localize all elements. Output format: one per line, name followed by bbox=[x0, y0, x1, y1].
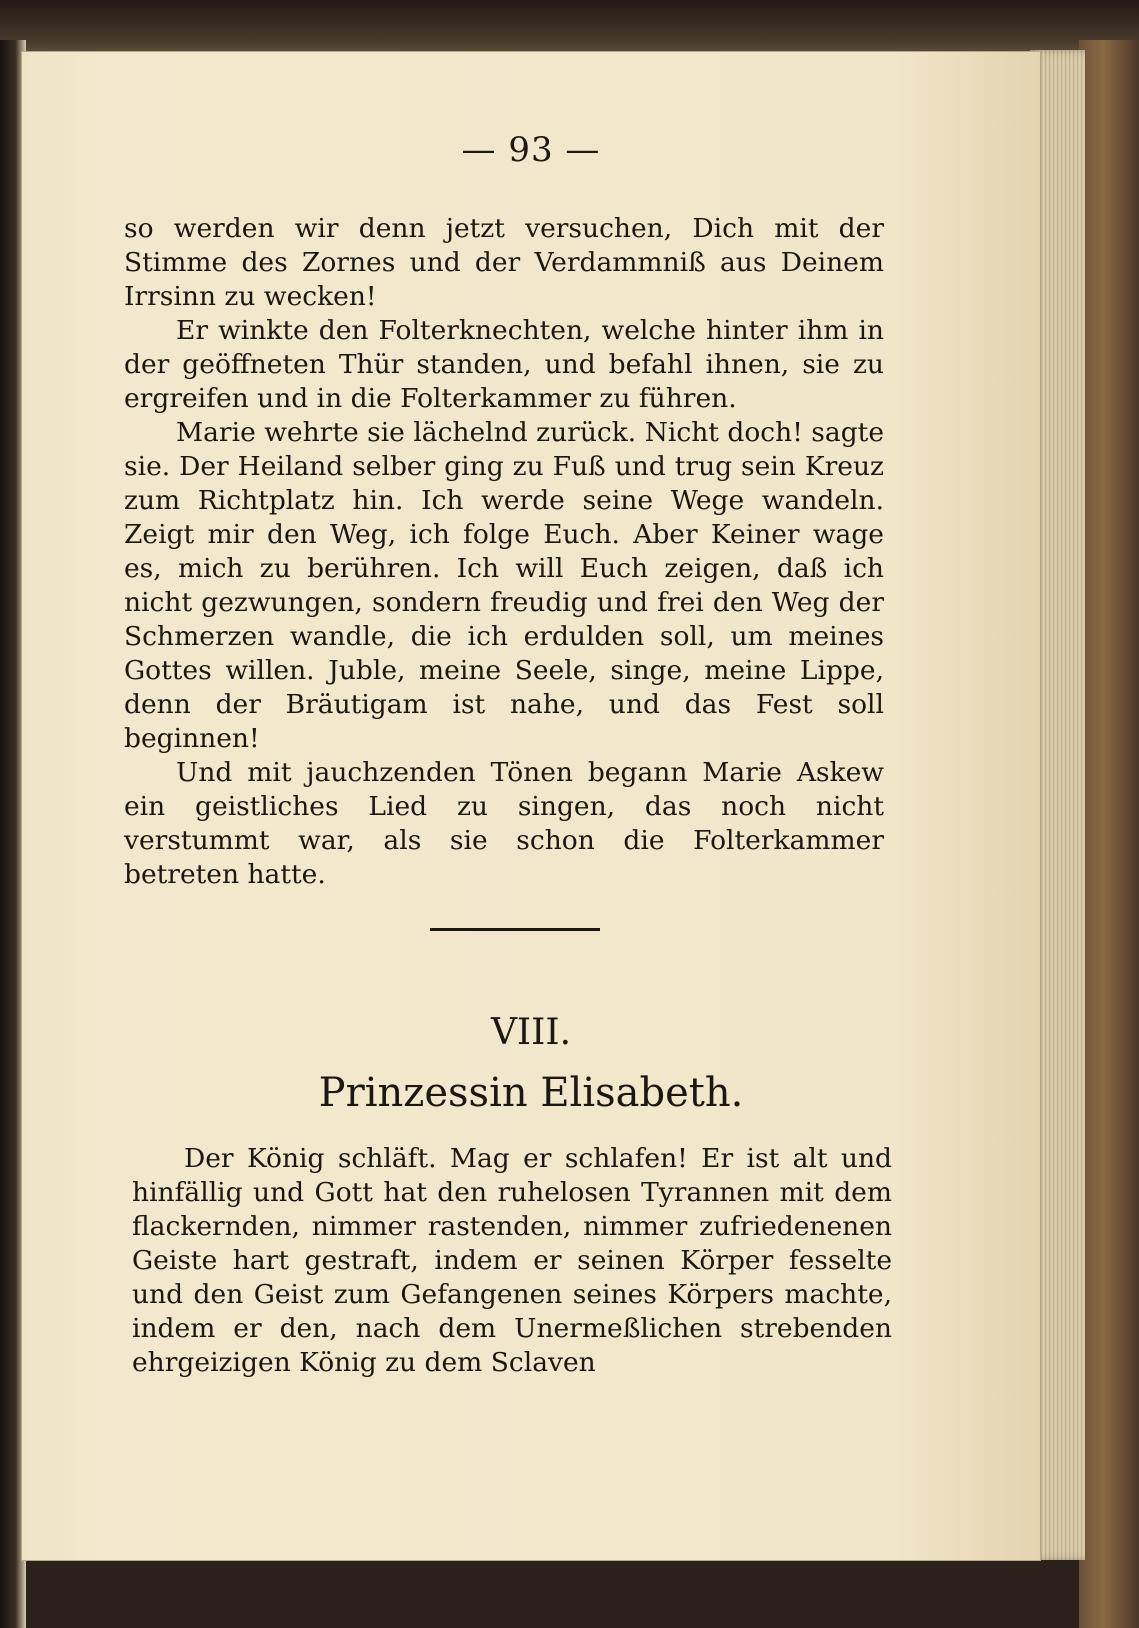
book-cover-top bbox=[0, 0, 1139, 60]
paragraph: so werden wir denn jetzt versuchen, Dich mit der Stimme des Zornes und der Verdammniß aus Deinem Irrsinn zu wecken! bbox=[124, 213, 884, 312]
chapter-number: VIII. bbox=[490, 1012, 572, 1053]
chapter-title: Prinzessin Elisabeth. bbox=[318, 1070, 744, 1116]
book-cover-right bbox=[1079, 40, 1139, 1628]
paragraph: Der König schläft. Mag er schlafen! Er ist alt und hinfällig und Gott hat den ruhelosen Tyrannen mit dem flackernden, nimmer rastenden, nimmer zufriedenenen Geiste hart gestraft, indem er seinen Körper fesselte und den Geist zum Gefangenen seines Körpers machte, indem er den, nach dem Unermeßlichen strebenden ehrgeizigen König zu dem Sclaven bbox=[132, 1143, 892, 1378]
paragraph: Und mit jauchzenden Tönen begann Marie Askew ein geistliches Lied zu singen, das noch nicht verstummt war, als sie schon die Folterkammer betreten hatte. bbox=[124, 757, 884, 890]
section-divider-rule bbox=[430, 928, 600, 931]
paragraph: Er winkte den Folterknechten, welche hinter ihm in der geöffneten Thür standen, und befahl ihnen, sie zu ergreifen und in die Folterkammer zu führen. bbox=[124, 315, 884, 414]
paragraph: Marie wehrte sie lächelnd zurück. Nicht doch! sagte sie. Der Heiland selber ging zu Fuß und trug sein Kreuz zum Richtplatz hin. Ich werde seine Wege wandeln. Zeigt mir den Weg, ich folge Euch. Aber Keiner wage es, mich zu berühren. Ich will Euch zeigen, daß ich nicht gezwungen, sondern freudig und frei den Weg der Schmerzen wandle, die ich erdulden soll, um meines Gottes willen. Juble, meine Seele, singe, meine Lippe, denn der Bräutigam ist nahe, und das Fest soll beginnen! bbox=[124, 417, 884, 754]
text-block-chapter bbox=[132, 1142, 892, 1380]
text-block-first-section bbox=[124, 212, 884, 892]
book-page bbox=[22, 52, 1040, 1560]
page-number: — 93 — bbox=[461, 130, 601, 170]
